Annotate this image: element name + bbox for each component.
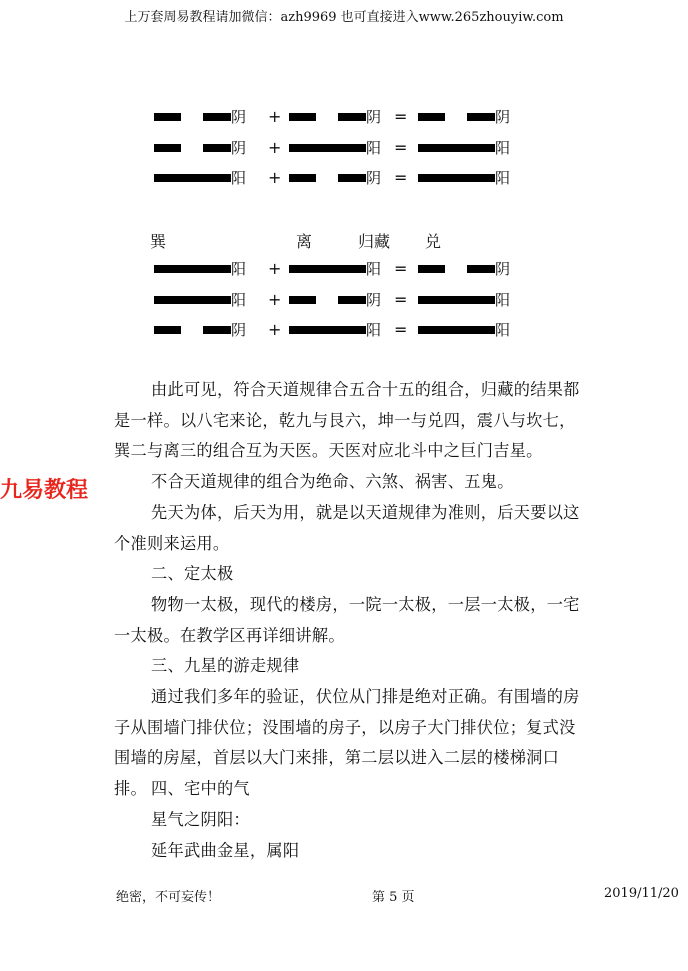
equals-sign: = xyxy=(394,168,408,187)
plus-sign: + xyxy=(268,290,282,309)
paragraph: 先天为体，后天为用，就是以天道规律为准则，后天要以这个准则来运用。 xyxy=(114,503,580,553)
equals-sign: = xyxy=(394,259,408,278)
equals-sign: = xyxy=(394,107,408,126)
yang-line xyxy=(154,265,231,273)
line-label: 阳 xyxy=(366,260,382,278)
plus-sign: + xyxy=(268,259,282,278)
yin-line-segment xyxy=(418,113,445,121)
section-heading: 三、九星的游走规律 xyxy=(151,656,300,675)
equation-row xyxy=(0,290,688,310)
yin-line-segment xyxy=(418,265,445,273)
line-label: 阴 xyxy=(495,108,511,126)
plus-sign: + xyxy=(268,320,282,339)
yin-line-segment xyxy=(289,296,316,304)
equals-sign: = xyxy=(394,290,408,309)
watermark-label: 九易教程 xyxy=(0,478,89,503)
equation-row xyxy=(0,138,688,158)
paragraph: 由此可见，符合天道规律合五合十五的组合，归藏的结果都是一样。以八宅来论，乾九与艮六，坤一与兑四，震八与坎七，巽二与离三的组合互为天医。天医对应北斗中之巨门吉星。 xyxy=(114,380,580,460)
line-label: 阴 xyxy=(231,108,247,126)
footer-confidential: 绝密，不可妄传！ xyxy=(116,890,221,905)
yang-line xyxy=(154,174,231,182)
footer-page-number: 第 5 页 xyxy=(372,890,415,905)
line-label: 阴 xyxy=(231,139,247,157)
yin-line-segment xyxy=(338,113,366,121)
yang-line xyxy=(418,326,495,334)
line-label: 阴 xyxy=(366,169,382,187)
line-label: 阳 xyxy=(366,139,382,157)
line-label: 阳 xyxy=(495,139,511,157)
equation-row xyxy=(0,107,688,127)
yin-line-segment xyxy=(289,113,316,121)
line-label: 阳 xyxy=(231,169,247,187)
plus-sign: + xyxy=(268,138,282,157)
yang-line xyxy=(289,144,366,152)
yang-line xyxy=(418,144,495,152)
line-label: 阳 xyxy=(231,260,247,278)
trigram-label-li: 离 xyxy=(296,232,313,251)
equals-sign: = xyxy=(394,138,408,157)
yang-line xyxy=(289,265,366,273)
yin-line-segment xyxy=(154,326,181,334)
line-label: 阳 xyxy=(495,291,511,309)
page-header: 上万套周易教程请加微信：azh9969 也可直接进入www.265zhouyiw.com xyxy=(124,10,564,25)
yang-line xyxy=(154,296,231,304)
yin-line-segment xyxy=(338,174,366,182)
paragraph: 通过我们多年的验证，伏位从门排是绝对正确。有围墙的房子从围墙门排伏位；没围墙的房子，以房子大门排伏位；复式没围墙的房屋，首层以大门来排，第二层以进入二层的楼梯洞口排。 xyxy=(114,687,580,798)
paragraph: 物物一太极，现代的楼房，一院一太极，一层一太极，一宅一太极。在教学区再详细讲解。 xyxy=(114,595,580,645)
paragraph: 延年武曲金星，属阳 xyxy=(151,841,300,860)
section-heading: 二、定太极 xyxy=(151,564,234,583)
trigram-label-guicang: 归藏 xyxy=(358,232,391,251)
plus-sign: + xyxy=(268,168,282,187)
equation-row xyxy=(0,168,688,188)
yin-line-segment xyxy=(467,113,495,121)
trigram-label-dui: 兑 xyxy=(425,232,442,251)
plus-sign: + xyxy=(268,107,282,126)
line-label: 阴 xyxy=(366,108,382,126)
line-label: 阴 xyxy=(366,291,382,309)
yin-line-segment xyxy=(338,296,366,304)
yin-line-segment xyxy=(289,174,316,182)
yang-line xyxy=(418,174,495,182)
yin-line-segment xyxy=(154,144,181,152)
yang-line xyxy=(418,296,495,304)
paragraph: 星气之阴阳： xyxy=(151,810,250,829)
line-label: 阳 xyxy=(231,291,247,309)
equals-sign: = xyxy=(394,320,408,339)
yin-line-segment xyxy=(467,265,495,273)
yin-line-segment xyxy=(203,113,231,121)
line-label: 阳 xyxy=(495,169,511,187)
paragraph: 不合天道规律的组合为绝命、六煞、祸害、五鬼。 xyxy=(151,472,514,491)
section-heading: 四、宅中的气 xyxy=(151,779,250,798)
line-label: 阳 xyxy=(366,321,382,339)
footer-date: 2019/11/20 xyxy=(604,886,679,901)
equation-row xyxy=(0,259,688,279)
yin-line-segment xyxy=(203,326,231,334)
line-label: 阴 xyxy=(495,260,511,278)
line-label: 阳 xyxy=(495,321,511,339)
equation-row xyxy=(0,320,688,340)
yin-line-segment xyxy=(154,113,181,121)
line-label: 阴 xyxy=(231,321,247,339)
yin-line-segment xyxy=(203,144,231,152)
yang-line xyxy=(289,326,366,334)
trigram-label-xun: 巽 xyxy=(150,232,167,251)
